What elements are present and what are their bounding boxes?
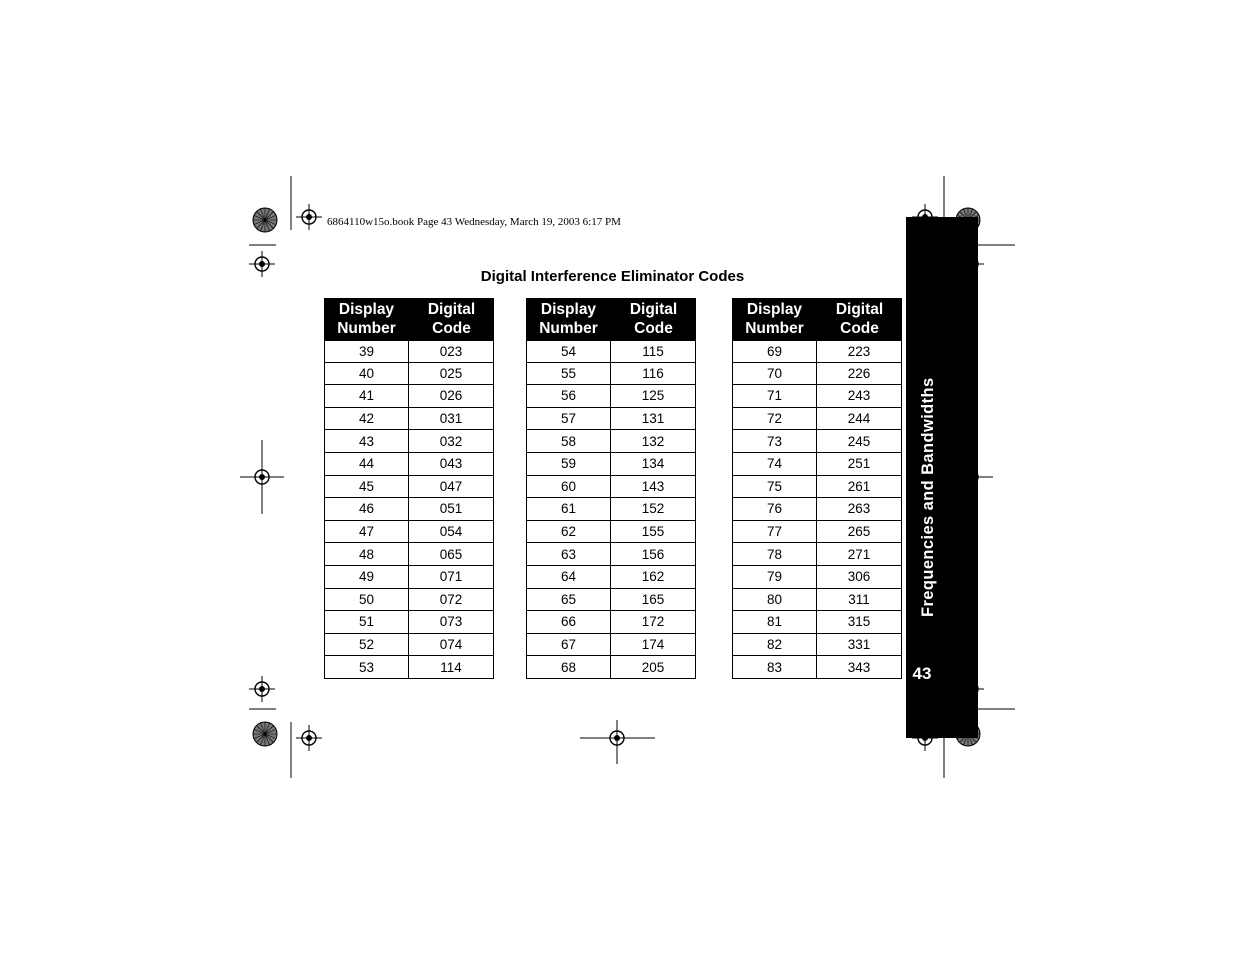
table-row — [733, 430, 901, 453]
digital-code-cell: 315 — [847, 614, 871, 630]
display-number-cell: 41 — [325, 385, 409, 407]
table-row — [733, 566, 901, 589]
section-tab-label: Frequencies and Bandwidths — [919, 377, 937, 617]
display-number-cell: 68 — [527, 656, 611, 678]
table-row — [325, 430, 493, 453]
display-number-cell: 42 — [325, 408, 409, 430]
display-number-cell: 65 — [527, 589, 611, 611]
table-header — [324, 298, 494, 340]
digital-code-cell: 174 — [641, 637, 665, 653]
display-number-cell: 44 — [325, 453, 409, 475]
table-row — [527, 340, 695, 363]
page-number: 43 — [912, 664, 932, 683]
display-number-cell: 75 — [733, 476, 817, 498]
table-row — [325, 385, 493, 408]
digital-code-cell: 143 — [641, 478, 665, 494]
table-body — [732, 340, 902, 679]
display-number-cell: 83 — [733, 656, 817, 678]
header-display-number: Display Number — [539, 301, 598, 337]
digital-code-cell: 243 — [847, 388, 871, 404]
display-number-cell: 51 — [325, 611, 409, 633]
table-row — [527, 385, 695, 408]
table-row — [527, 634, 695, 657]
display-number-cell: 61 — [527, 498, 611, 520]
table-header — [526, 298, 696, 340]
table-row — [527, 543, 695, 566]
digital-code-cell: 025 — [439, 365, 463, 381]
table-row — [733, 543, 901, 566]
table-row — [733, 408, 901, 431]
table-row — [733, 611, 901, 634]
table-row — [527, 453, 695, 476]
table-row — [325, 476, 493, 499]
table-row — [527, 656, 695, 679]
table-row — [325, 363, 493, 386]
display-number-cell: 56 — [527, 385, 611, 407]
table-row — [527, 498, 695, 521]
digital-code-cell: 065 — [439, 546, 463, 562]
table-row — [527, 611, 695, 634]
table-row — [733, 385, 901, 408]
digital-code-cell: 072 — [439, 591, 463, 607]
digital-code-cell: 172 — [641, 614, 665, 630]
display-number-cell: 70 — [733, 363, 817, 385]
table-row — [527, 363, 695, 386]
table-body — [324, 340, 494, 679]
digital-code-cell: 162 — [641, 569, 665, 585]
display-number-cell: 81 — [733, 611, 817, 633]
display-number-cell: 59 — [527, 453, 611, 475]
display-number-cell: 80 — [733, 589, 817, 611]
table-row — [527, 521, 695, 544]
digital-code-cell: 032 — [439, 433, 463, 449]
display-number-cell: 39 — [325, 341, 409, 362]
digital-code-cell: 251 — [847, 456, 871, 472]
display-number-cell: 72 — [733, 408, 817, 430]
table-row — [527, 408, 695, 431]
code-table-3 — [732, 298, 902, 679]
digital-code-cell: 165 — [641, 591, 665, 607]
display-number-cell: 60 — [527, 476, 611, 498]
digital-code-cell: 331 — [847, 637, 871, 653]
digital-code-cell: 131 — [641, 411, 665, 427]
header-digital-code: Digital Code — [835, 301, 884, 337]
header-digital-code: Digital Code — [629, 301, 678, 337]
display-number-cell: 55 — [527, 363, 611, 385]
display-number-cell: 40 — [325, 363, 409, 385]
display-number-cell: 43 — [325, 430, 409, 452]
digital-code-cell: 205 — [641, 659, 665, 675]
table-body — [526, 340, 696, 679]
table-row — [527, 430, 695, 453]
display-number-cell: 82 — [733, 634, 817, 656]
display-number-cell: 67 — [527, 634, 611, 656]
digital-code-cell: 051 — [439, 501, 463, 517]
table-row — [325, 656, 493, 679]
digital-code-cell: 071 — [439, 569, 463, 585]
table-header — [732, 298, 902, 340]
display-number-cell: 57 — [527, 408, 611, 430]
digital-code-cell: 132 — [641, 433, 665, 449]
table-row — [733, 589, 901, 612]
code-table-2 — [526, 298, 696, 679]
digital-code-cell: 114 — [440, 659, 462, 675]
display-number-cell: 46 — [325, 498, 409, 520]
digital-code-cell: 115 — [642, 343, 664, 359]
display-number-cell: 52 — [325, 634, 409, 656]
display-number-cell: 74 — [733, 453, 817, 475]
display-number-cell: 53 — [325, 656, 409, 678]
digital-code-cell: 311 — [848, 591, 870, 607]
display-number-cell: 77 — [733, 521, 817, 543]
table-row — [733, 634, 901, 657]
digital-code-cell: 074 — [439, 637, 463, 653]
display-number-cell: 64 — [527, 566, 611, 588]
display-number-cell: 79 — [733, 566, 817, 588]
digital-code-cell: 263 — [847, 501, 871, 517]
table-row — [527, 589, 695, 612]
table-row — [733, 521, 901, 544]
page-title: Digital Interference Eliminator Codes — [480, 268, 745, 285]
digital-code-cell: 265 — [847, 524, 871, 540]
table-row — [325, 521, 493, 544]
digital-code-cell: 245 — [847, 433, 871, 449]
digital-code-cell: 125 — [641, 388, 665, 404]
table-row — [733, 498, 901, 521]
table-row — [527, 476, 695, 499]
table-row — [325, 589, 493, 612]
digital-code-cell: 026 — [439, 388, 463, 404]
digital-code-cell: 043 — [439, 456, 463, 472]
table-row — [733, 340, 901, 363]
digital-code-cell: 244 — [847, 411, 871, 427]
table-row — [325, 498, 493, 521]
digital-code-cell: 054 — [439, 524, 463, 540]
display-number-cell: 63 — [527, 543, 611, 565]
header-digital-code: Digital Code — [427, 301, 476, 337]
digital-code-cell: 223 — [847, 343, 871, 359]
table-row — [325, 340, 493, 363]
display-number-cell: 58 — [527, 430, 611, 452]
digital-code-cell: 156 — [641, 546, 665, 562]
display-number-cell: 62 — [527, 521, 611, 543]
digital-code-cell: 031 — [439, 411, 463, 427]
display-number-cell: 50 — [325, 589, 409, 611]
code-table-1 — [324, 298, 494, 679]
table-row — [325, 453, 493, 476]
digital-code-cell: 155 — [641, 524, 665, 540]
table-row — [733, 363, 901, 386]
display-number-cell: 48 — [325, 543, 409, 565]
digital-code-cell: 023 — [439, 343, 463, 359]
digital-code-cell: 152 — [641, 501, 665, 517]
display-number-cell: 54 — [527, 341, 611, 362]
display-number-cell: 47 — [325, 521, 409, 543]
table-row — [325, 408, 493, 431]
table-row — [325, 566, 493, 589]
display-number-cell: 71 — [733, 385, 817, 407]
digital-code-cell: 226 — [847, 365, 871, 381]
table-row — [325, 611, 493, 634]
table-row — [325, 543, 493, 566]
digital-code-cell: 306 — [847, 569, 871, 585]
table-row — [733, 656, 901, 679]
table-row — [325, 634, 493, 657]
section-tab — [906, 217, 978, 738]
digital-code-cell: 047 — [439, 478, 463, 494]
display-number-cell: 49 — [325, 566, 409, 588]
digital-code-cell: 271 — [847, 546, 871, 562]
table-row — [733, 453, 901, 476]
header-display-number: Display Number — [337, 301, 396, 337]
table-row — [733, 476, 901, 499]
display-number-cell: 69 — [733, 341, 817, 362]
display-number-cell: 66 — [527, 611, 611, 633]
digital-code-cell: 116 — [642, 365, 664, 381]
display-number-cell: 73 — [733, 430, 817, 452]
header-display-number: Display Number — [745, 301, 804, 337]
display-number-cell: 78 — [733, 543, 817, 565]
digital-code-cell: 073 — [439, 614, 463, 630]
digital-code-cell: 261 — [847, 478, 871, 494]
display-number-cell: 76 — [733, 498, 817, 520]
print-slug: 6864110w15o.book Page 43 Wednesday, March 19, 2003 6:17 PM — [327, 216, 621, 228]
digital-code-cell: 134 — [641, 456, 665, 472]
table-row — [527, 566, 695, 589]
digital-code-cell: 343 — [847, 659, 871, 675]
display-number-cell: 45 — [325, 476, 409, 498]
